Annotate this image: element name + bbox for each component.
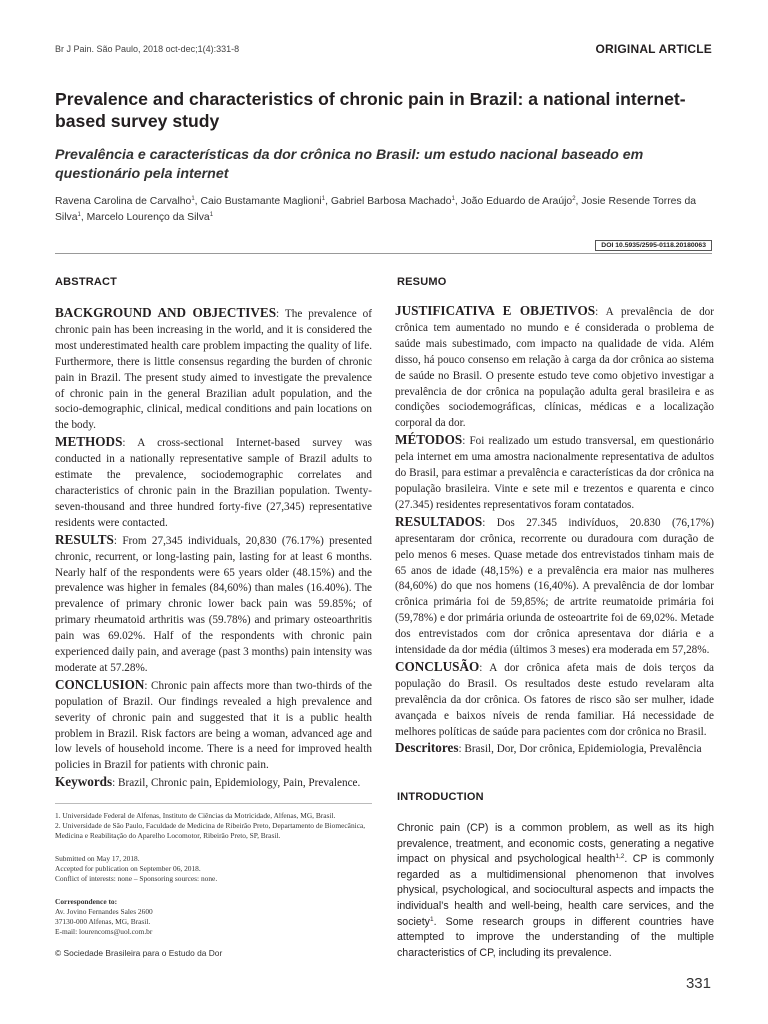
author-affiliation-mark: 1 xyxy=(77,212,81,218)
author-name: João Eduardo de Araújo xyxy=(460,196,573,207)
author-affiliation-mark: 1 xyxy=(451,196,455,202)
section-label: RESULTADOS xyxy=(395,513,483,529)
section-label: Descritores xyxy=(395,740,459,756)
submission-info xyxy=(55,854,370,884)
introduction-paragraph: Chronic pain (CP) is a common problem, as well as its high prevalence, treatment, and economic costs, generating a negative impact on physical and psychological health$^{1,2}$. CP is commonly regarded as a multidimensional phenomenon that involves physical, psychological, and sociocultural aspects and impacts the individual’s health and well-being, health care services, and the society$^1$. Some research groups in different countries have attempted to improve the understanding of the multiple characteristics of CP, including its prevalence. xyxy=(397,822,714,959)
address-line: 37130-000 Alfenas, MG, Brasil. xyxy=(55,917,151,926)
section-label: CONCLUSION xyxy=(55,676,145,692)
author-name: Ravena Carolina de Carvalho xyxy=(55,196,192,207)
resumo-methods: MÉTODOS: Foi realizado um estudo transversal, em questionário pela internet em uma amostra nacionalmente representativa de adultos do Brasil, para estimar a prevalência e características da dor crônica na população brasileira. Vinte e sete mil e trezentos e quarenta e cinco (27.345) residentes representativos foram contatados. xyxy=(395,432,714,511)
conflict-statement: Conflict of interests: none – Sponsoring sources: none. xyxy=(55,874,218,883)
section-label: METHODS xyxy=(55,434,123,450)
abstract-background: BACKGROUND AND OBJECTIVES: The prevalence of chronic pain has been increasing in the world, and it is considered the most underestimated health care problem impacting the quality of life. Furthermore, there is little consensus regarding the burden of chronic pain in Brazil. The present study aimed to investigate the prevalence of chronic pain in the general Brazilian adult population, and the socio-demographic, clinical, medical conditions and pain locations on the body. xyxy=(55,305,373,432)
author-affiliation-mark: 1 xyxy=(191,196,195,202)
article-title: Prevalence and characteristics of chronic pain in Brazil: a national internet-based survey study xyxy=(55,89,686,131)
section-label: BACKGROUND AND OBJECTIVES xyxy=(55,305,277,320)
copyright-notice: © Sociedade Brasileira para o Estudo da Dor xyxy=(55,948,223,958)
author-name: Marcelo Lourenço da Silva xyxy=(86,212,210,223)
author-affiliation-mark: 1 xyxy=(209,212,214,218)
resumo-heading: RESUMO xyxy=(397,276,447,288)
author-name: Gabriel Barbosa Machado xyxy=(330,196,452,207)
resumo-conclusion: CONCLUSÃO: A dor crônica afeta mais de dois terços da população do Brasil. Os resultados deste estudo revelaram alta prevalência da dor crônica. Os fatores de risco são ser mulher, idade avançada e baixos níveis de renda familiar. Há necessidade de melhores políticas de saúde para pacientes com dor crônica no Brasil. xyxy=(395,658,714,738)
accepted-date: Accepted for publication on September 06, 2018. xyxy=(55,864,201,873)
affiliation: 2. Universidade de São Paulo, Faculdade de Medicina de Ribeirão Preto, Departamento de Biomecânica, Medicina e Reabilitação do Aparelho Locomotor, Ribeirão Preto, SP, Brasil. xyxy=(55,821,366,840)
affiliation: 1. Universidade Federal de Alfenas, Instituto de Ciências da Motricidade, Alfenas, MG, Brasil. xyxy=(55,811,336,820)
resumo-results: RESULTADOS: Dos 27.345 indivíduos, 20.830 (76,17%) apresentaram dor crônica, recorrente ou duradoura com duração de pelo menos 6 meses. Quase metade dos entrevistados tinham mais de 65 anos de idade (48,15%) e a prevalência era maior nas mulheres (84,60%) do que nos homens (16,40%). A prevalência de dor lombar crônica primária foi de 59,85%; de artrite reumatoide primária foi (59,78%) e dor primária oriunda de osteoartrite foi de 69,02%. Metade dos entrevistados com dor crônica apresentava dor diária e a intensidade da dor média (últimos 3 meses) era moderada em 57,28%. xyxy=(395,513,714,657)
abstract-results: RESULTS: From 27,345 individuals, 20,830 (76.17%) presented chronic, recurrent, or long-lasting pain, lasting for at least 6 months. Nearly half of the respondents were 65 years older (48.15%) and the prevalence was higher in females (84,60%) than males (16.40%). The prevalence of primary chronic lower back pain was 59.85%; of primary rheumatoid arthritis was (59.78%) and primary osteoarthritis pain was 69.02%. Half of the respondents with chronic pain experienced daily pain, and average (past 3 months) pain intensity was moderate at 57.28%. xyxy=(55,531,372,674)
email[interactable]: E-mail: lourencoms@uol.com.br xyxy=(55,927,153,936)
resumo-keywords: Descritores: Brasil, Dor, Dor crônica, Epidemiologia, Prevalência xyxy=(395,740,702,756)
section-label: RESULTS xyxy=(55,531,114,547)
affiliations xyxy=(55,811,370,841)
address-line: Av. Jovino Fernandes Sales 2600 xyxy=(55,907,153,916)
citation-ref[interactable]: 1 xyxy=(429,915,434,923)
author-name: Josie Resende Torres da Silva xyxy=(55,196,697,223)
section-label: MÉTODOS xyxy=(395,432,463,448)
article-type-label: ORIGINAL ARTICLE xyxy=(595,42,712,56)
correspondence-title: Correspondence to: xyxy=(55,897,118,906)
abstract-heading: ABSTRACT xyxy=(55,276,118,288)
resumo-background: JUSTIFICATIVA E OBJETIVOS: A prevalência de dor crônica tem aumentado no mundo e é considerada o problema de saúde mais subestimado, com impacto na qualidade de vida. Além disso, há pouco consenso em relação à carga da dor crônica ao sistema de saúde no Brasil. O presente estudo teve como objetivo investigar a prevalência de dor crônica na população adulta geral brasileira e as condições sociodemográficas, clínicas, médicas e a localização corporal da dor. xyxy=(395,303,714,430)
doi-badge[interactable]: DOI 10.5935/2595-0118.20180063 xyxy=(595,240,712,251)
author-affiliation-mark: 1 xyxy=(321,196,326,202)
author-name: Caio Bustamante Maglioni xyxy=(200,196,322,207)
author-list: Ravena Carolina de Carvalho$^1$, Caio Bustamante Maglioni$^1$, Gabriel Barbosa Machado$^1$, João Eduardo de Araújo$^2$, Josie Resende Torres da Silva$^1$, Marcelo Lourenço da Silva$^1$ xyxy=(55,196,697,223)
abstract-conclusion: CONCLUSION: Chronic pain affects more than two-thirds of the population of Brazil. Our findings revealed a high prevalence and severity of chronic pain and suggested that it is a public health problem in Brazil. Risk factors are being a woman, advanced age and low levels of household income. There is a need for improved health policies in Brazil for patients with chronic pain. xyxy=(55,676,372,772)
introduction-heading: INTRODUCTION xyxy=(397,791,484,803)
footnote-divider xyxy=(55,803,372,804)
section-label: JUSTIFICATIVA E OBJETIVOS xyxy=(395,303,596,318)
section-label: CONCLUSÃO xyxy=(395,658,480,674)
page-number: 331 xyxy=(685,975,711,992)
resumo-column xyxy=(395,303,714,758)
section-label: Keywords xyxy=(55,774,113,790)
correspondence xyxy=(55,897,370,937)
header-divider xyxy=(55,253,712,254)
abstract-keywords: Keywords: Brazil, Chronic pain, Epidemiology, Pain, Prevalence. xyxy=(55,774,361,790)
author-affiliation-mark: 2 xyxy=(572,196,576,202)
running-head: Br J Pain. São Paulo, 2018 oct-dec;1(4):331-8 xyxy=(55,44,240,54)
citation-ref[interactable]: 1,2 xyxy=(615,853,625,861)
abstract-methods: METHODS: A cross-sectional Internet-based survey was conducted in a nationally representative sample of Brazil adults to estimate the prevalence, sociodemographic correlates and characteristics of chronic pain in the Brazilian population. Twenty-seven-thousand and three hundred forty-five (27,345) representative residents were contacted. xyxy=(55,434,372,529)
submitted-date: Submitted on May 17, 2018. xyxy=(55,854,140,863)
introduction-body xyxy=(397,821,714,961)
abstract-column xyxy=(55,305,372,792)
article-title-portuguese: Prevalência e características da dor crônica no Brasil: um estudo nacional baseado em questionário pela internet xyxy=(55,147,644,182)
